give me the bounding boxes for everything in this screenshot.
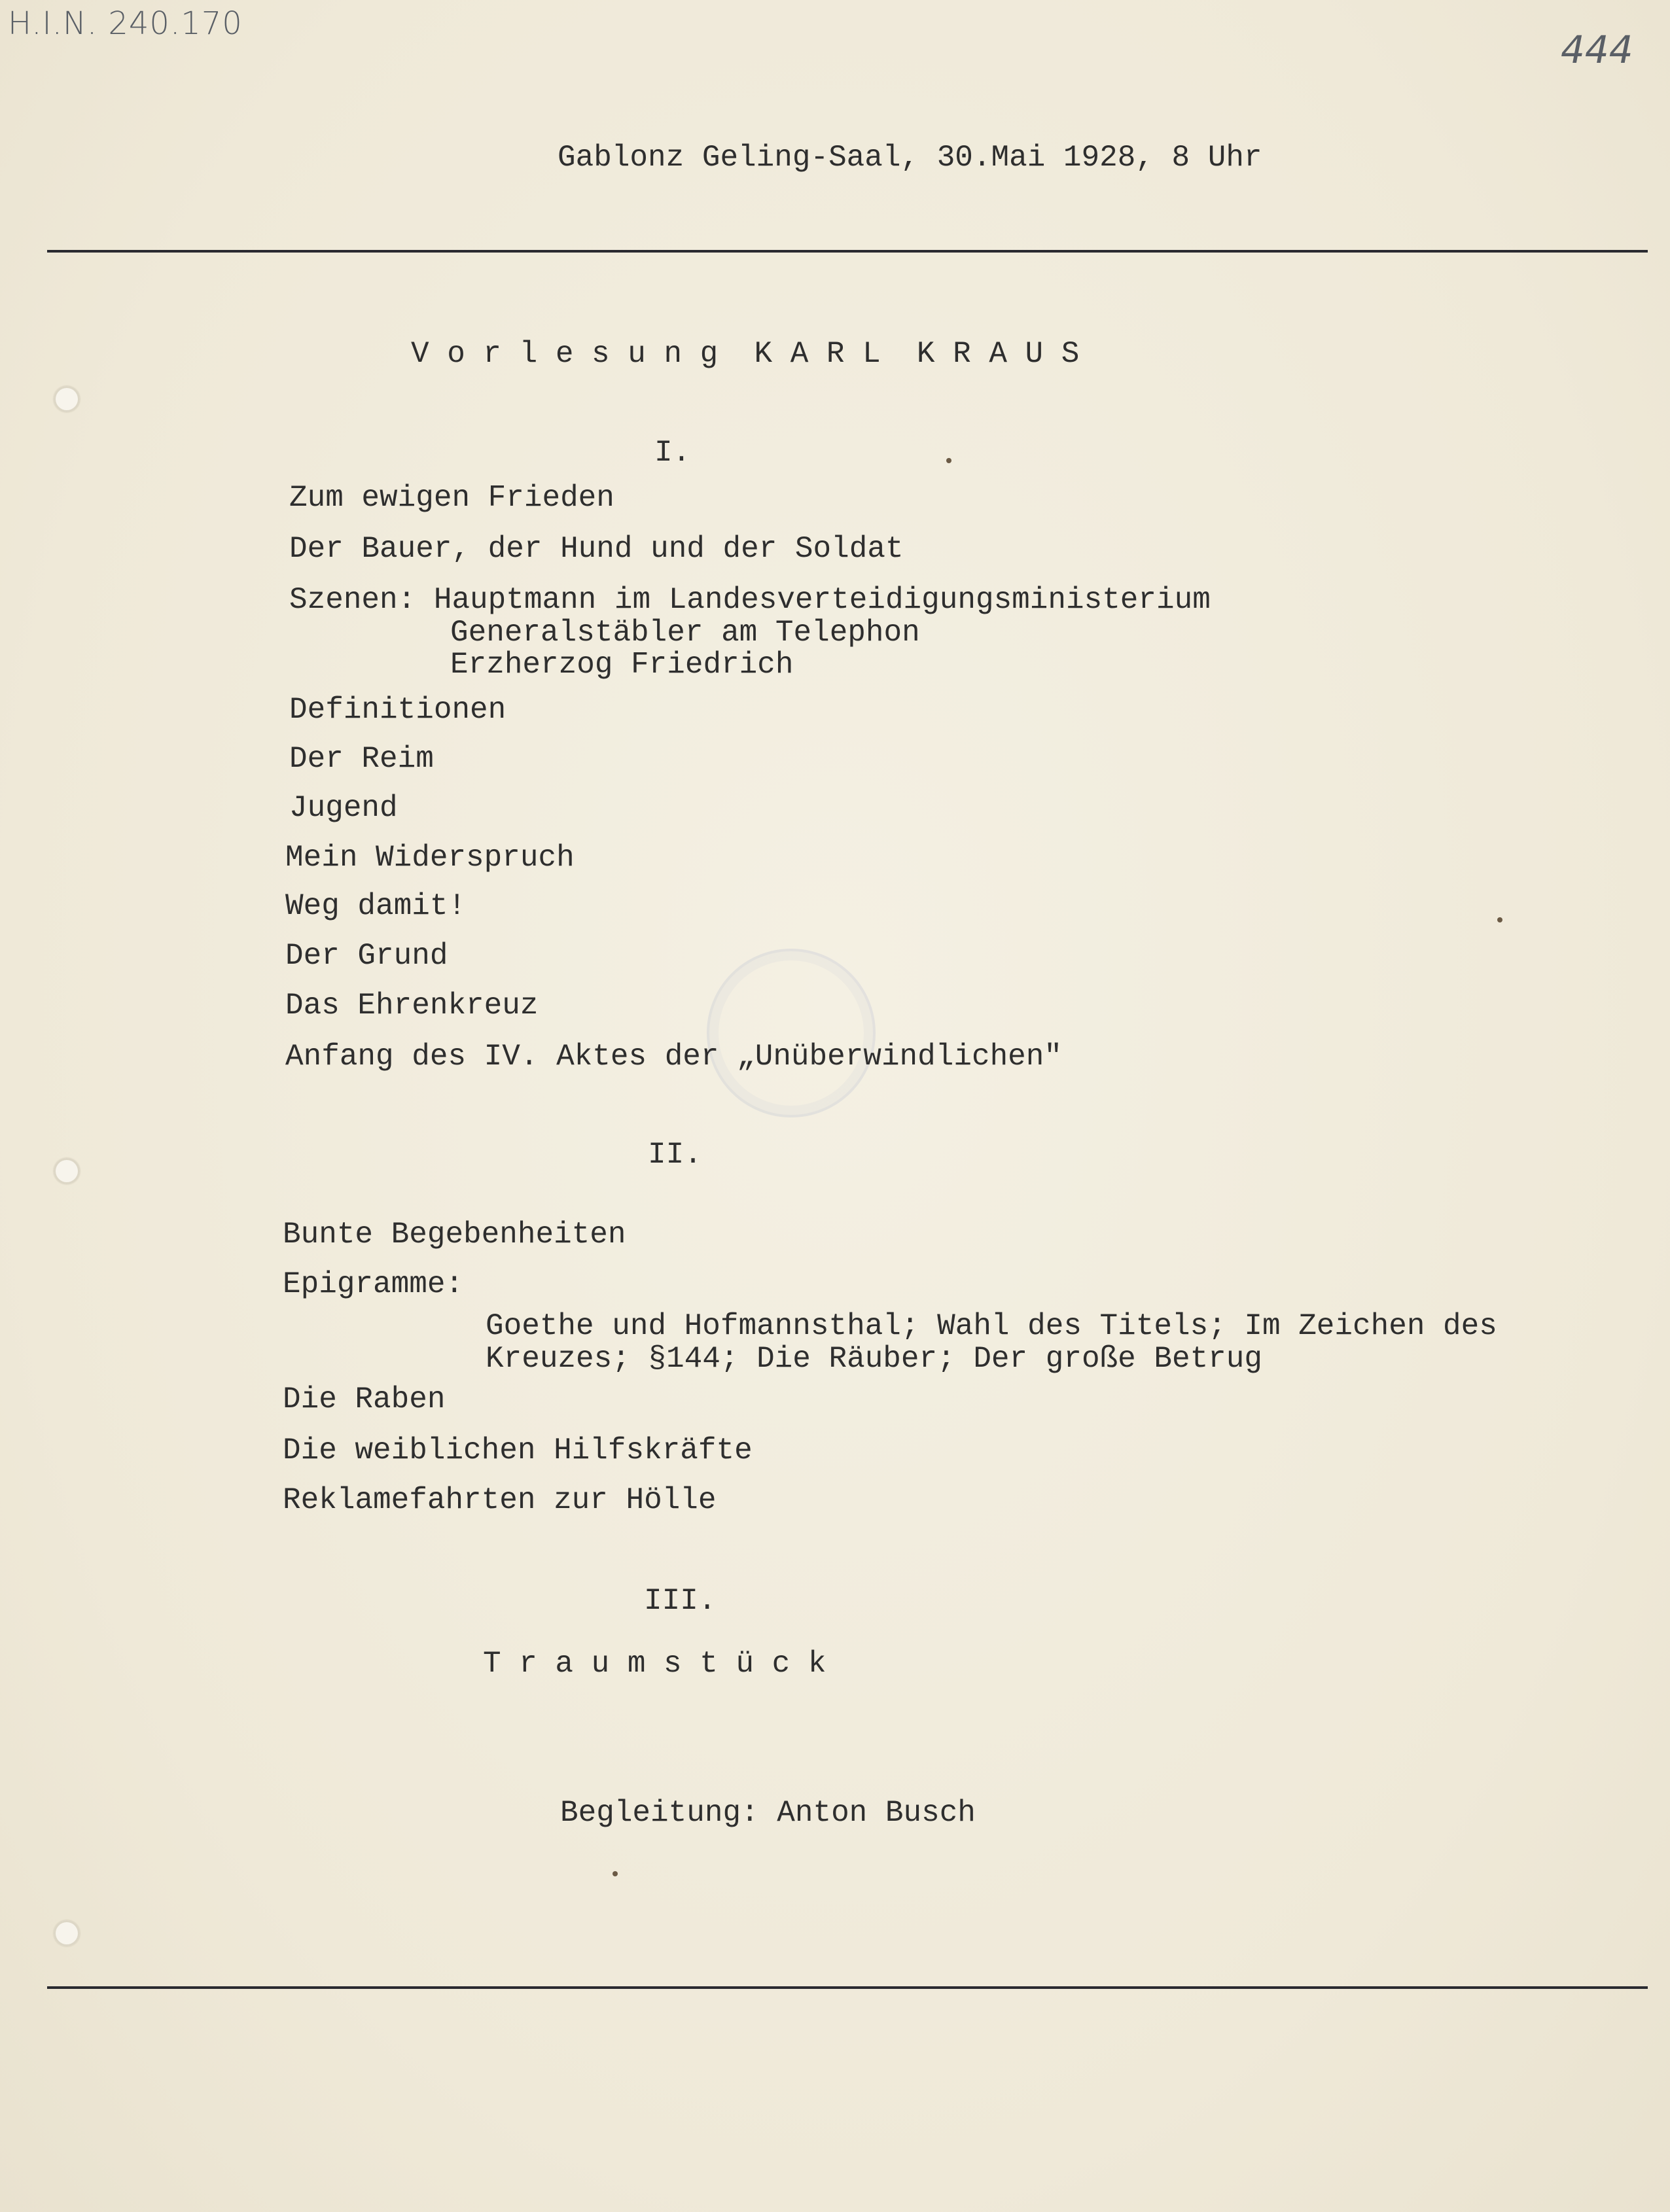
program-title: V o r l e s u n g K A R L K R A U S	[411, 337, 1080, 371]
bottom-divider	[47, 1986, 1648, 1989]
venue-date-line: Gablonz Geling-Saal, 30.Mai 1928, 8 Uhr	[558, 141, 1262, 175]
paper-speck	[1497, 917, 1502, 922]
part-two-numeral: II.	[648, 1138, 702, 1172]
part-one-numeral: I.	[654, 436, 691, 470]
program-item: Das Ehrenkreuz	[285, 989, 539, 1023]
archive-reference: H.I.N. 240.170	[8, 5, 243, 42]
program-item: Der Reim	[289, 742, 434, 776]
program-item: Die Raben	[283, 1382, 446, 1416]
program-item: Reklamefahrten zur Hölle	[283, 1483, 717, 1517]
program-item: Epigramme:	[283, 1267, 464, 1301]
program-item: Szenen: Hauptmann im Landesverteidigungsministerium	[289, 583, 1211, 617]
punch-hole-icon	[54, 1158, 80, 1184]
punch-hole-icon	[54, 386, 80, 412]
program-item: Der Bauer, der Hund und der Soldat	[289, 532, 904, 566]
program-item: Definitionen	[289, 693, 506, 727]
program-item: Jugend	[289, 791, 398, 825]
paper-speck	[613, 1871, 618, 1876]
part-three-numeral: III.	[644, 1584, 717, 1618]
program-item: Die weiblichen Hilfskräfte	[283, 1433, 753, 1467]
paper-speck	[946, 458, 951, 463]
program-item: Bunte Begebenheiten	[283, 1218, 626, 1252]
program-item: T r a u m s t ü c k	[483, 1647, 826, 1681]
epigram-list-line: Kreuzes; §144; Die Räuber; Der große Betrug	[486, 1342, 1262, 1376]
program-item: Anfang des IV. Aktes der „Unüberwindlichen"	[285, 1040, 1062, 1074]
punch-hole-icon	[54, 1920, 80, 1946]
program-item: Der Grund	[285, 939, 448, 973]
program-item: Mein Widerspruch	[285, 841, 575, 875]
faded-stamp-icon	[707, 949, 876, 1117]
program-subitem: Generalstäbler am Telephon	[450, 616, 920, 650]
epigram-list-line: Goethe und Hofmannsthal; Wahl des Titels; Im Zeichen des	[486, 1309, 1497, 1343]
program-item: Weg damit!	[285, 889, 467, 923]
top-divider	[47, 250, 1648, 253]
program-item: Zum ewigen Frieden	[289, 481, 614, 515]
program-subitem: Erzherzog Friedrich	[450, 648, 794, 682]
folio-number: 444	[1561, 27, 1633, 72]
accompaniment-line: Begleitung: Anton Busch	[560, 1796, 976, 1830]
